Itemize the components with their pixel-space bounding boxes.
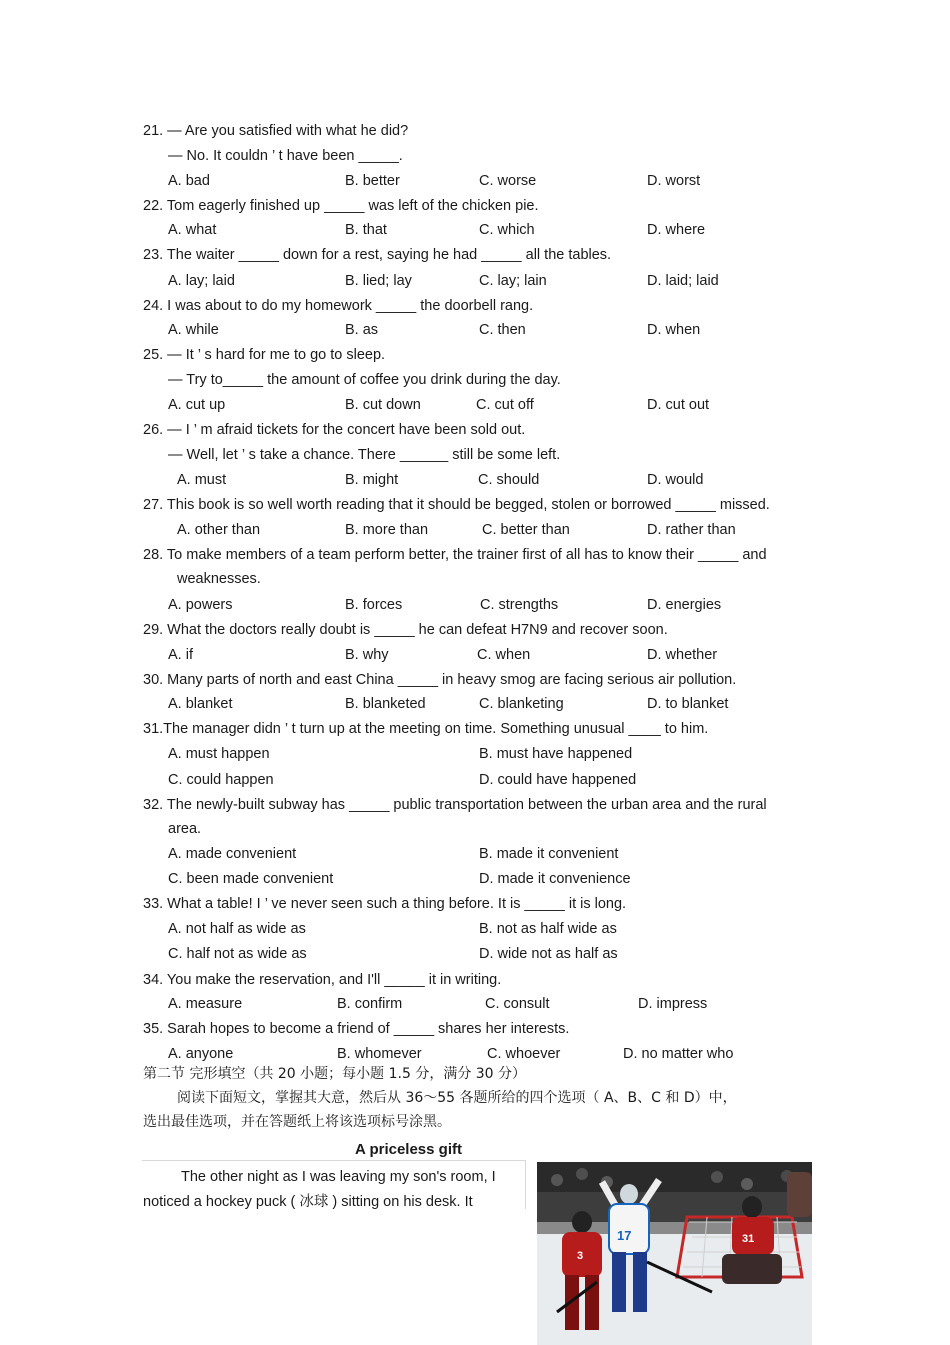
option-b: B. made it convenient [479,846,619,862]
option-a: A. while [168,322,219,338]
option-c: C. should [478,472,540,488]
option-d: D. laid; laid [647,273,719,289]
question-25-stem: 25. — It ’ s hard for me to go to sleep. [143,347,386,363]
passage-line-1: The other night as I was leaving my son's room, I [181,1169,496,1185]
question-21-options [0,172,950,190]
question-32-options-row1 [0,845,950,863]
option-c: C. then [479,322,526,338]
option-a: A. not half as wide as [168,921,306,937]
section-2-instruction: 阅读下面短文，掌握其大意，然后从 36～55 各题所给的四个选项（ A、B、C 和 D）中， [177,1090,737,1106]
option-a: A. powers [168,597,233,613]
option-c: C. could happen [168,772,274,788]
left-jersey-number: 3 [577,1250,584,1262]
question-33-options-row1 [0,920,950,938]
option-b: B. more than [345,522,429,538]
option-d: D. whether [647,647,718,663]
question-21-stem: 21. — Are you satisfied with what he did? [143,123,409,139]
option-c: C. worse [479,173,537,189]
option-a: A. other than [177,522,261,538]
goalie-jersey-number: 31 [742,1233,755,1245]
option-b: B. cut down [345,397,421,413]
option-a: A. lay; laid [168,273,235,289]
section-2-heading: 第二节 完形填空（共 20 小题；每小题 1.5 分，满分 30 分） [143,1066,527,1082]
option-a: A. must [177,472,227,488]
option-d: D. made it convenience [479,871,631,887]
option-b: B. whomever [337,1046,422,1062]
option-c: C. whoever [487,1046,561,1062]
center-jersey-number: 17 [617,1228,632,1243]
question-27-stem: 27. This book is so well worth reading that it should be begged, stolen or borrowed _____ missed. [143,497,770,513]
option-b: B. better [345,173,400,189]
question-28-options [0,596,950,614]
question-25-options [0,396,950,414]
question-33-stem: 33. What a table! I ’ ve never seen such a thing before. It is _____ it is long. [143,896,627,912]
option-c: C. which [479,222,535,238]
option-d: D. wide not as half as [479,946,618,962]
question-35-options [0,1045,950,1063]
question-28-stem: 28. To make members of a team perform better, the trainer first of all has to know their _____ and [143,547,767,563]
section-2-instruction-continued: 选出最佳选项，并在答题纸上将该选项标号涂黑。 [143,1114,451,1130]
option-c: C. consult [485,996,550,1012]
option-a: A. must happen [168,746,270,762]
option-a: A. bad [168,173,210,189]
question-30-options [0,695,950,713]
question-21-response: — No. It couldn ’ t have been _____. [168,148,403,164]
question-29-stem: 29. What the doctors really doubt is _____ he can defeat H7N9 and recover soon. [143,622,668,638]
option-d: D. impress [638,996,708,1012]
option-c: C. lay; lain [479,273,547,289]
passage-title: A priceless gift [355,1141,462,1158]
question-35-stem: 35. Sarah hopes to become a friend of _____ shares her interests. [143,1021,570,1037]
question-22-stem: 22. Tom eagerly finished up _____ was left of the chicken pie. [143,198,539,214]
hockey-photo [537,1162,812,1345]
option-b: B. lied; lay [345,273,412,289]
option-b: B. blanketed [345,696,426,712]
option-a: A. measure [168,996,243,1012]
question-24-options [0,321,950,339]
option-b: B. forces [345,597,403,613]
question-31-options-row2 [0,771,950,789]
option-b: B. might [345,472,399,488]
option-c: C. been made convenient [168,871,334,887]
option-d: D. energies [647,597,722,613]
option-c: C. when [477,647,531,663]
option-d: D. could have happened [479,772,637,788]
question-34-options [0,995,950,1013]
option-b: B. confirm [337,996,403,1012]
question-22-options [0,221,950,239]
option-d: D. would [647,472,704,488]
option-b: B. not as half wide as [479,921,617,937]
question-24-stem: 24. I was about to do my homework _____ the doorbell rang. [143,298,534,314]
question-26-response: — Well, let ’ s take a chance. There ______ still be some left. [168,447,561,463]
option-a: A. blanket [168,696,233,712]
passage-line-2: noticed a hockey puck ( 冰球 ) sitting on his desk. It [143,1194,473,1210]
question-29-options [0,646,950,664]
option-a: A. cut up [168,397,226,413]
question-30-stem: 30. Many parts of north and east China _____ in heavy smog are facing serious air pollution. [143,672,737,688]
option-d: D. no matter who [623,1046,734,1062]
question-28-stem-continued: weaknesses. [177,571,261,587]
question-25-response: — Try to_____ the amount of coffee you drink during the day. [168,372,561,388]
option-d: D. where [647,222,706,238]
question-32-options-row2 [0,870,950,888]
question-26-stem: 26. — I ’ m afraid tickets for the concert have been sold out. [143,422,526,438]
option-a: A. anyone [168,1046,234,1062]
option-c: C. better than [482,522,570,538]
question-23-stem: 23. The waiter _____ down for a rest, saying he had _____ all the tables. [143,247,612,263]
question-33-options-row2 [0,945,950,963]
option-b: B. as [345,322,379,338]
option-d: D. rather than [647,522,736,538]
option-c: C. blanketing [479,696,564,712]
option-d: D. worst [647,173,701,189]
option-a: A. if [168,647,193,663]
question-27-options [0,521,950,539]
question-34-stem: 34. You make the reservation, and I'll _____ it in writing. [143,972,502,988]
option-d: D. to blanket [647,696,729,712]
option-c: C. half not as wide as [168,946,307,962]
question-32-stem: 32. The newly-built subway has _____ public transportation between the urban area and the rural [143,797,767,813]
question-23-options [0,272,950,290]
option-d: D. when [647,322,701,338]
question-31-stem: 31.The manager didn ’ t turn up at the meeting on time. Something unusual ____ to him. [143,721,709,737]
option-c: C. cut off [476,397,534,413]
question-26-options [0,471,950,489]
passage-text-box [142,1160,526,1209]
question-31-options-row1 [0,745,950,763]
option-b: B. why [345,647,389,663]
question-32-stem-continued: area. [168,821,202,837]
option-c: C. strengths [480,597,559,613]
option-a: A. what [168,222,217,238]
option-a: A. made convenient [168,846,297,862]
hockey-scene-illustration [537,1162,812,1345]
option-b: B. that [345,222,387,238]
option-d: D. cut out [647,397,710,413]
option-b: B. must have happened [479,746,633,762]
